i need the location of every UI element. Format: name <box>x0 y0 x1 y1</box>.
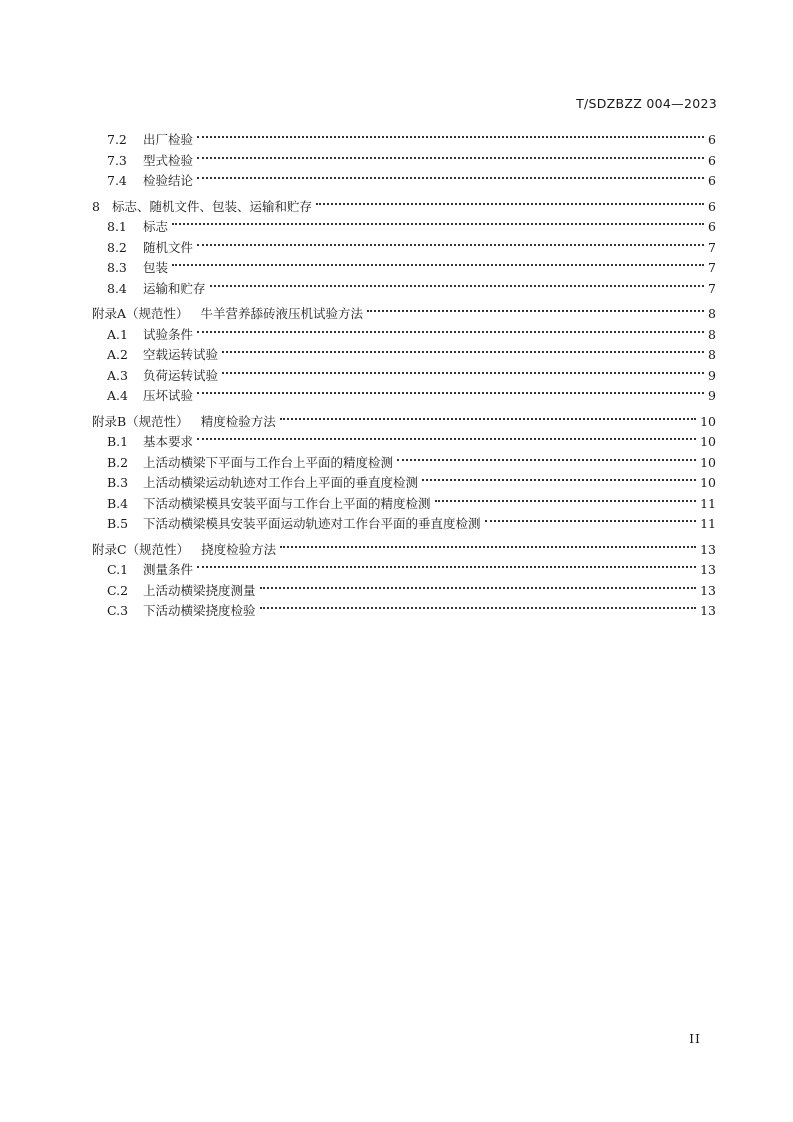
page-number: II <box>689 1031 701 1046</box>
document-code: T/SDZBZZ 004—2023 <box>576 96 717 111</box>
toc-entry-page: 6 <box>708 152 716 168</box>
toc-entry-number: 附录C（规范性） <box>92 541 190 557</box>
toc-entry-number: 7.4 <box>107 173 127 188</box>
toc-entry-number: 8.3 <box>107 260 127 275</box>
toc-entry-page: 10 <box>700 454 716 470</box>
toc-dot-leader <box>485 520 697 522</box>
toc-entry-page: 10 <box>700 413 716 429</box>
toc-entry-page: 7 <box>708 280 716 296</box>
toc-dot-leader <box>210 285 704 287</box>
toc-entry[interactable] <box>92 432 716 453</box>
toc-dot-leader <box>172 223 704 225</box>
toc-entry-number: A.4 <box>107 388 128 403</box>
toc-entry[interactable] <box>92 473 716 494</box>
toc-entry[interactable] <box>92 217 716 238</box>
toc-entry[interactable] <box>92 540 716 561</box>
toc-entry-number: 8.1 <box>107 219 127 234</box>
toc-dot-leader <box>280 546 696 548</box>
toc-entry-number: 8.4 <box>107 280 127 296</box>
toc-entry-number: C.3 <box>107 603 129 618</box>
toc-dot-leader <box>197 331 704 333</box>
toc-entry[interactable] <box>92 366 716 387</box>
toc-entry-page: 7 <box>708 260 716 275</box>
toc-entry-title: 标志、随机文件、包装、运输和贮存 <box>111 198 312 214</box>
toc-entry-page: 9 <box>708 388 716 403</box>
toc-entry-page: 13 <box>700 582 716 598</box>
toc-entry-number: 7.3 <box>107 152 127 168</box>
toc-entry-title: 上活动横梁下平面与工作台上平面的精度检测 <box>143 454 394 470</box>
toc-entry-title: 精度检验方法 <box>200 413 276 429</box>
toc-dot-leader <box>316 203 704 205</box>
toc-entry-number: C.2 <box>107 582 129 598</box>
toc-entry-title: 运输和贮存 <box>143 280 206 296</box>
toc-dot-leader <box>172 264 704 266</box>
toc-entry-title: 牛羊营养舔砖液压机试验方法 <box>200 306 364 321</box>
toc-entry[interactable] <box>92 197 716 218</box>
toc-entry[interactable] <box>92 601 716 622</box>
toc-entry-title: 负荷运转试验 <box>143 367 219 383</box>
toc-entry-page: 8 <box>708 326 716 342</box>
toc-entry-number: B.4 <box>107 495 129 511</box>
toc-entry-title: 出厂检验 <box>143 132 194 147</box>
toc-entry-number: B.1 <box>107 434 129 449</box>
toc-entry-title: 测量条件 <box>143 562 194 577</box>
toc-entry-number: 附录B（规范性） <box>92 413 189 429</box>
toc-entry-page: 8 <box>708 347 716 362</box>
toc-entry-page: 8 <box>708 306 716 321</box>
toc-entry-title: 包装 <box>143 260 169 275</box>
toc-dot-leader <box>197 136 704 138</box>
toc-dot-leader <box>435 500 697 502</box>
toc-entry[interactable] <box>92 345 716 366</box>
toc-dot-leader <box>422 479 696 481</box>
toc-entry[interactable] <box>92 325 716 346</box>
toc-entry[interactable] <box>92 279 716 300</box>
toc-entry[interactable] <box>92 258 716 279</box>
toc-entry-title: 随机文件 <box>143 239 194 255</box>
toc-dot-leader <box>260 607 697 609</box>
toc-entry[interactable] <box>92 304 716 325</box>
table-of-contents <box>92 130 716 622</box>
toc-dot-leader <box>197 177 704 179</box>
toc-entry[interactable] <box>92 581 716 602</box>
toc-entry-page: 13 <box>700 541 716 557</box>
toc-dot-leader <box>222 351 704 353</box>
toc-entry-title: 压坏试验 <box>143 388 194 403</box>
toc-entry-title: 下活动横梁模具安装平面运动轨迹对工作台平面的垂直度检测 <box>143 516 481 531</box>
toc-entry-page: 6 <box>708 173 716 188</box>
toc-entry[interactable] <box>92 130 716 151</box>
toc-dot-leader <box>197 392 704 394</box>
toc-entry-title: 上活动横梁运动轨迹对工作台上平面的垂直度检测 <box>143 475 419 490</box>
toc-dot-leader <box>260 587 697 589</box>
toc-entry-title: 型式检验 <box>143 152 194 168</box>
toc-dot-leader <box>367 310 704 312</box>
toc-entry-title: 下活动横梁模具安装平面与工作台上平面的精度检测 <box>143 495 431 511</box>
toc-entry-page: 7 <box>708 239 716 255</box>
toc-entry-page: 10 <box>700 475 716 490</box>
toc-entry-title: 检验结论 <box>143 173 194 188</box>
toc-entry-title: 下活动横梁挠度检验 <box>143 603 256 618</box>
toc-entry[interactable] <box>92 386 716 407</box>
toc-entry[interactable] <box>92 412 716 433</box>
toc-dot-leader <box>222 372 704 374</box>
toc-entry-number: B.3 <box>107 475 129 490</box>
toc-dot-leader <box>197 244 704 246</box>
toc-entry[interactable] <box>92 151 716 172</box>
toc-dot-leader <box>397 459 696 461</box>
toc-dot-leader <box>197 566 696 568</box>
toc-entry-number: A.1 <box>107 326 128 342</box>
toc-entry-title: 基本要求 <box>143 434 194 449</box>
toc-entry-number: C.1 <box>107 562 129 577</box>
toc-entry[interactable] <box>92 171 716 192</box>
toc-entry-number: B.2 <box>107 454 129 470</box>
toc-entry-number: 附录A（规范性） <box>92 306 189 321</box>
toc-entry-page: 6 <box>708 198 716 214</box>
toc-entry-page: 6 <box>708 132 716 147</box>
toc-entry[interactable] <box>92 238 716 259</box>
toc-entry[interactable] <box>92 453 716 474</box>
toc-entry-title: 试验条件 <box>143 326 194 342</box>
toc-entry[interactable] <box>92 560 716 581</box>
toc-entry-page: 9 <box>708 367 716 383</box>
toc-entry-page: 11 <box>700 516 716 531</box>
toc-entry-page: 10 <box>700 434 716 449</box>
toc-entry-page: 6 <box>708 219 716 234</box>
toc-entry-number: A.3 <box>107 367 128 383</box>
toc-entry[interactable] <box>92 514 716 535</box>
toc-dot-leader <box>280 418 696 420</box>
toc-entry-title: 空载运转试验 <box>143 347 219 362</box>
toc-entry-page: 13 <box>700 603 716 618</box>
toc-entry-page: 13 <box>700 562 716 577</box>
toc-entry-number: 8 <box>92 198 100 214</box>
toc-dot-leader <box>197 157 704 159</box>
toc-entry-title: 挠度检验方法 <box>201 541 277 557</box>
toc-entry-title: 上活动横梁挠度测量 <box>143 582 256 598</box>
toc-entry-number: 7.2 <box>107 132 127 147</box>
toc-entry[interactable] <box>92 494 716 515</box>
toc-entry-title: 标志 <box>143 219 169 234</box>
toc-entry-number: A.2 <box>107 347 128 362</box>
toc-entry-number: 8.2 <box>107 239 127 255</box>
toc-entry-number: B.5 <box>107 516 129 531</box>
toc-entry-page: 11 <box>700 495 716 511</box>
toc-dot-leader <box>197 438 696 440</box>
